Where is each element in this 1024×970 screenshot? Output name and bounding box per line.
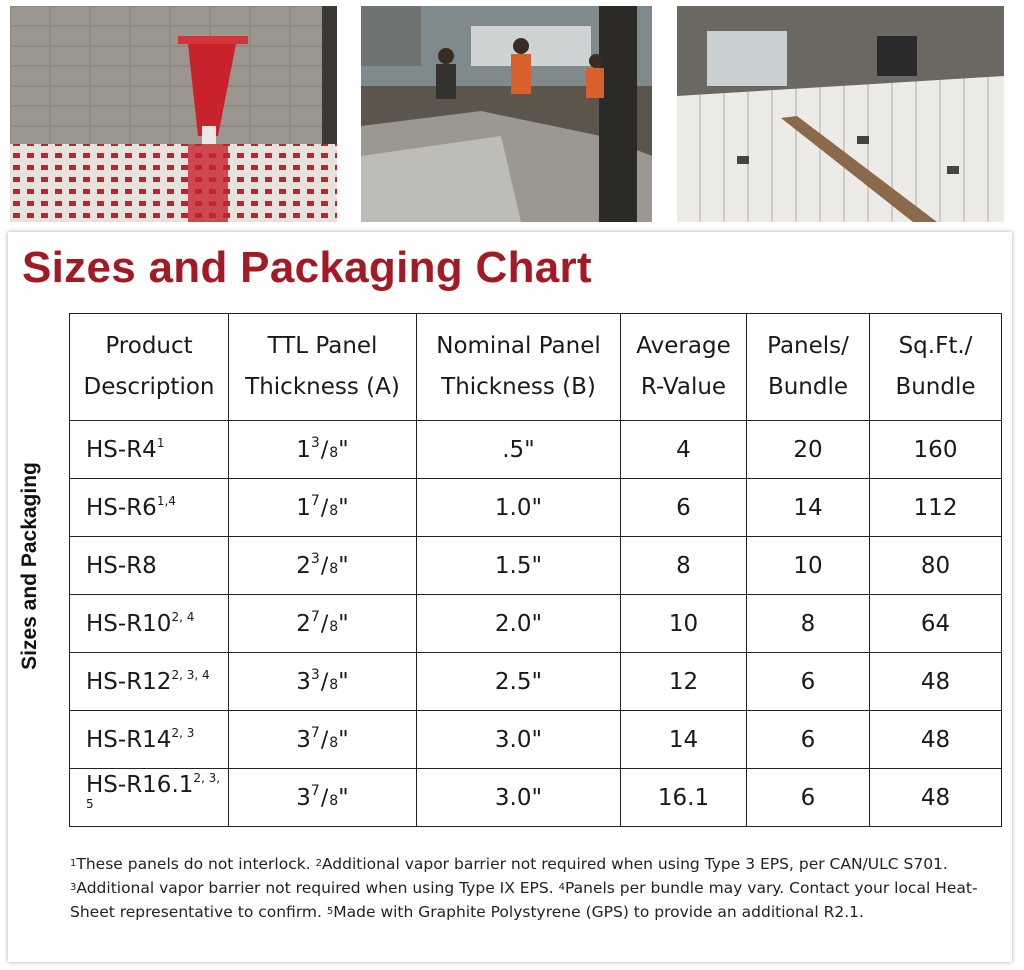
footnote-mark: 3 bbox=[70, 882, 77, 893]
r-value-cell: 4 bbox=[621, 421, 747, 479]
product-name: HS-R16.1 bbox=[86, 771, 194, 798]
nominal-thickness-cell: .5" bbox=[417, 421, 621, 479]
nominal-thickness-cell: 3.0" bbox=[417, 769, 621, 827]
page-title: Sizes and Packaging Chart bbox=[22, 243, 592, 292]
ttl-unit: " bbox=[338, 610, 349, 637]
product-name: HS-R12 bbox=[86, 668, 172, 695]
sqft-per-bundle-cell: 64 bbox=[870, 595, 1002, 653]
footnote-text: Additional vapor barrier not required when using Type 3 EPS, per CAN/ULC S701. bbox=[321, 855, 948, 873]
product-name: HS-R6 bbox=[86, 494, 157, 521]
table-row bbox=[70, 537, 1002, 595]
table-row bbox=[70, 421, 1002, 479]
ttl-denominator: 8 bbox=[329, 792, 339, 809]
ttl-unit: " bbox=[338, 436, 349, 463]
product-name: HS-R4 bbox=[86, 436, 157, 463]
column-header-line: Product bbox=[105, 332, 193, 359]
ttl-unit: " bbox=[338, 784, 349, 811]
column-header bbox=[747, 314, 870, 421]
ttl-denominator: 8 bbox=[329, 560, 339, 577]
ttl-thickness-cell bbox=[229, 711, 417, 769]
footnote-ref: 1 bbox=[156, 435, 165, 450]
product-cell bbox=[70, 711, 229, 769]
nominal-thickness-cell: 3.0" bbox=[417, 711, 621, 769]
ttl-denominator: 8 bbox=[329, 444, 339, 461]
column-header-line: Nominal Panel bbox=[436, 332, 601, 359]
product-name: HS-R8 bbox=[86, 552, 157, 579]
ttl-fraction-slash: / bbox=[320, 495, 329, 521]
footnote-text: Additional vapor barrier not required when using Type IX EPS. bbox=[76, 879, 559, 897]
footnote-ref: 1,4 bbox=[156, 493, 176, 508]
footnotes bbox=[70, 852, 1000, 924]
column-header-line: Thickness (A) bbox=[245, 374, 400, 400]
column-header-line: R-Value bbox=[640, 374, 727, 400]
footnote-mark: 2 bbox=[315, 858, 322, 869]
footnote-ref: 2, 3, 5 bbox=[86, 770, 221, 811]
nominal-thickness-cell: 1.5" bbox=[417, 537, 621, 595]
ttl-whole: 3 bbox=[296, 668, 311, 695]
sqft-per-bundle-cell: 48 bbox=[870, 711, 1002, 769]
ttl-whole: 1 bbox=[296, 494, 311, 521]
photo-strip bbox=[0, 0, 1024, 230]
ttl-thickness-cell bbox=[229, 421, 417, 479]
table-row bbox=[70, 595, 1002, 653]
column-header-line: TTL Panel bbox=[267, 332, 378, 359]
ttl-whole: 2 bbox=[296, 552, 311, 579]
ttl-denominator: 8 bbox=[329, 676, 339, 693]
ttl-whole: 3 bbox=[296, 784, 311, 811]
table-row bbox=[70, 653, 1002, 711]
column-header bbox=[870, 314, 1002, 421]
product-name: HS-R14 bbox=[86, 726, 172, 753]
footnote-ref: 2, 3, 4 bbox=[171, 667, 210, 682]
column-header-line: Bundle bbox=[767, 374, 849, 400]
ttl-numerator: 7 bbox=[310, 724, 320, 741]
table-row bbox=[70, 711, 1002, 769]
column-header-line: Thickness (B) bbox=[441, 374, 596, 400]
ttl-whole: 3 bbox=[296, 726, 311, 753]
footnote-text: These panels do not interlock. bbox=[76, 855, 316, 873]
column-header bbox=[417, 314, 621, 421]
product-cell bbox=[70, 595, 229, 653]
footnote-ref: 2, 4 bbox=[171, 609, 195, 624]
ttl-whole: 2 bbox=[296, 610, 311, 637]
ttl-thickness-cell bbox=[229, 595, 417, 653]
r-value-cell: 16.1 bbox=[621, 769, 747, 827]
ttl-thickness-cell bbox=[229, 537, 417, 595]
sqft-per-bundle-cell: 160 bbox=[870, 421, 1002, 479]
nominal-thickness-cell: 2.5" bbox=[417, 653, 621, 711]
r-value-cell: 8 bbox=[621, 537, 747, 595]
sizes-packaging-table bbox=[69, 313, 1002, 827]
ttl-numerator: 7 bbox=[310, 782, 320, 799]
footnote-text: Panels per bundle may vary. Contact your local Heat-Sheet representative to confirm. bbox=[70, 879, 978, 921]
table-body bbox=[70, 421, 1002, 827]
ttl-unit: " bbox=[338, 552, 349, 579]
ttl-fraction-slash: / bbox=[320, 437, 329, 463]
panels-per-bundle-cell: 20 bbox=[747, 421, 870, 479]
ttl-thickness-cell bbox=[229, 653, 417, 711]
column-header bbox=[621, 314, 747, 421]
r-value-cell: 10 bbox=[621, 595, 747, 653]
ttl-fraction-slash: / bbox=[320, 785, 329, 811]
ttl-numerator: 7 bbox=[310, 608, 320, 625]
ttl-numerator: 7 bbox=[310, 492, 320, 509]
footnote-ref: 2, 3 bbox=[171, 725, 195, 740]
sqft-per-bundle-cell: 48 bbox=[870, 653, 1002, 711]
column-header bbox=[229, 314, 417, 421]
product-name: HS-R10 bbox=[86, 610, 172, 637]
product-cell bbox=[70, 479, 229, 537]
product-cell bbox=[70, 421, 229, 479]
ttl-numerator: 3 bbox=[310, 666, 320, 683]
sqft-per-bundle-cell: 48 bbox=[870, 769, 1002, 827]
column-header-line: Sq.Ft./ bbox=[898, 332, 973, 359]
ttl-fraction-slash: / bbox=[320, 727, 329, 753]
footnote-mark: 5 bbox=[326, 906, 334, 917]
table-row bbox=[70, 769, 1002, 827]
r-value-cell: 14 bbox=[621, 711, 747, 769]
footnote-mark: 1 bbox=[70, 858, 77, 869]
side-label-text: Sizes and Packaging bbox=[18, 462, 41, 670]
column-header-line: Panels/ bbox=[767, 332, 849, 359]
ttl-thickness-cell bbox=[229, 479, 417, 537]
sqft-per-bundle-cell: 80 bbox=[870, 537, 1002, 595]
ttl-fraction-slash: / bbox=[320, 553, 329, 579]
panels-per-bundle-cell: 6 bbox=[747, 653, 870, 711]
table-row bbox=[70, 479, 1002, 537]
ttl-whole: 1 bbox=[296, 436, 311, 463]
panels-per-bundle-cell: 6 bbox=[747, 769, 870, 827]
column-header bbox=[70, 314, 229, 421]
product-cell bbox=[70, 537, 229, 595]
photo-concrete-pour bbox=[361, 6, 652, 222]
ttl-fraction-slash: / bbox=[320, 669, 329, 695]
ttl-unit: " bbox=[338, 668, 349, 695]
ttl-numerator: 3 bbox=[310, 550, 320, 567]
ttl-denominator: 8 bbox=[329, 618, 339, 635]
ttl-denominator: 8 bbox=[329, 734, 339, 751]
r-value-cell: 6 bbox=[621, 479, 747, 537]
nominal-thickness-cell: 2.0" bbox=[417, 595, 621, 653]
footnote-text: Made with Graphite Polystyrene (GPS) to provide an additional R2.1. bbox=[333, 903, 864, 921]
product-cell bbox=[70, 653, 229, 711]
table-header-row bbox=[70, 314, 1002, 421]
column-header-line: Description bbox=[83, 374, 215, 400]
panels-per-bundle-cell: 14 bbox=[747, 479, 870, 537]
ttl-unit: " bbox=[338, 726, 349, 753]
sqft-per-bundle-cell: 112 bbox=[870, 479, 1002, 537]
ttl-thickness-cell bbox=[229, 769, 417, 827]
r-value-cell: 12 bbox=[621, 653, 747, 711]
ttl-denominator: 8 bbox=[329, 502, 339, 519]
nominal-thickness-cell: 1.0" bbox=[417, 479, 621, 537]
panels-per-bundle-cell: 8 bbox=[747, 595, 870, 653]
column-header-line: Bundle bbox=[895, 374, 976, 400]
panels-per-bundle-cell: 6 bbox=[747, 711, 870, 769]
ttl-numerator: 3 bbox=[310, 434, 320, 451]
column-header-line: Average bbox=[636, 332, 731, 359]
panels-per-bundle-cell: 10 bbox=[747, 537, 870, 595]
footnote-mark: 4 bbox=[558, 882, 565, 893]
ttl-fraction-slash: / bbox=[320, 611, 329, 637]
product-cell bbox=[70, 769, 229, 827]
photo-red-tubing-manifold bbox=[10, 6, 337, 222]
ttl-unit: " bbox=[338, 494, 349, 521]
photo-insulation-panels-floor bbox=[677, 6, 1004, 222]
